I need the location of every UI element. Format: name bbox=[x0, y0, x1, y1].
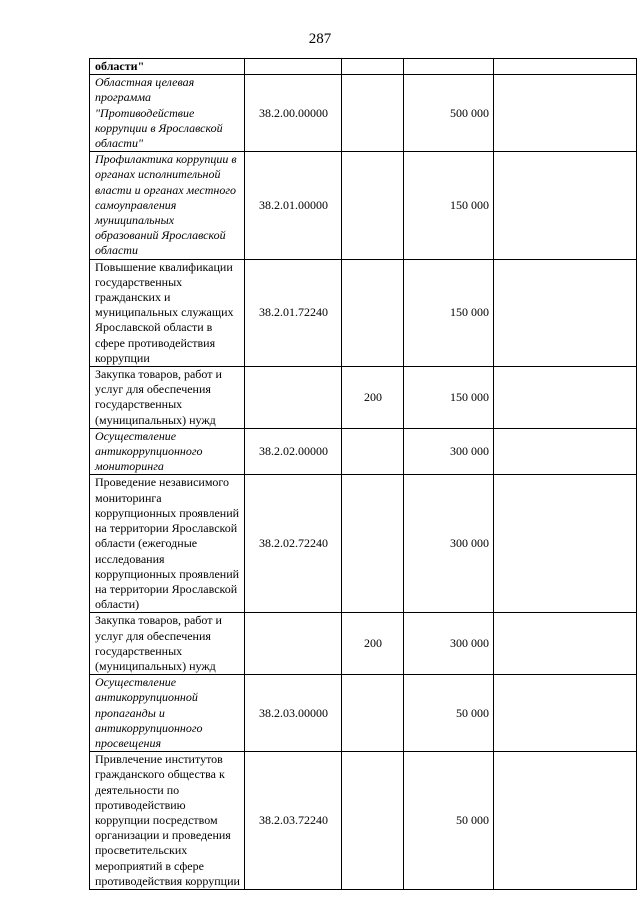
table-row bbox=[90, 152, 637, 259]
row-empty-cell bbox=[494, 428, 637, 475]
row-expense-type: 200 bbox=[342, 613, 404, 675]
row-name: Профилактика коррупции в органах исполнительной власти и органах местного самоуправления муниципальных образований Ярославской области bbox=[90, 152, 245, 259]
table-row bbox=[90, 428, 637, 475]
row-empty-cell bbox=[494, 259, 637, 366]
row-code: 38.2.01.00000 bbox=[245, 152, 342, 259]
row-empty-cell bbox=[494, 675, 637, 752]
row-code: 38.2.02.72240 bbox=[245, 475, 342, 613]
table-row bbox=[90, 259, 637, 366]
row-amount bbox=[404, 59, 494, 75]
table-row bbox=[90, 752, 637, 890]
row-amount: 150 000 bbox=[404, 259, 494, 366]
row-amount: 300 000 bbox=[404, 428, 494, 475]
row-empty-cell bbox=[494, 152, 637, 259]
table-row bbox=[90, 367, 637, 429]
row-expense-type bbox=[342, 75, 404, 152]
page-number: 287 bbox=[308, 31, 332, 47]
table-row bbox=[90, 613, 637, 675]
row-amount: 300 000 bbox=[404, 475, 494, 613]
row-code: 38.2.00.00000 bbox=[245, 75, 342, 152]
row-code bbox=[245, 613, 342, 675]
row-empty-cell bbox=[494, 475, 637, 613]
row-code bbox=[245, 367, 342, 429]
row-name: Областная целевая программа "Противодействие коррупции в Ярославской области" bbox=[90, 75, 245, 152]
row-name: Закупка товаров, работ и услуг для обеспечения государственных (муниципальных) нужд bbox=[90, 613, 245, 675]
row-name: области" bbox=[90, 59, 245, 75]
row-amount: 150 000 bbox=[404, 367, 494, 429]
row-name: Закупка товаров, работ и услуг для обеспечения государственных (муниципальных) нужд bbox=[90, 367, 245, 429]
row-amount: 300 000 bbox=[404, 613, 494, 675]
row-amount: 50 000 bbox=[404, 752, 494, 890]
row-name: Повышение квалификации государственных гражданских и муниципальных служащих Ярославской области в сфере противодействия коррупции bbox=[90, 259, 245, 366]
row-amount: 50 000 bbox=[404, 675, 494, 752]
row-expense-type bbox=[342, 152, 404, 259]
row-expense-type bbox=[342, 428, 404, 475]
table-row bbox=[90, 475, 637, 613]
row-empty-cell bbox=[494, 752, 637, 890]
row-name: Привлечение институтов гражданского общества к деятельности по противодействию коррупции посредством организации и проведения просветительских мероприятий в сфере противодействия коррупции bbox=[90, 752, 245, 890]
row-expense-type bbox=[342, 752, 404, 890]
row-expense-type bbox=[342, 675, 404, 752]
row-empty-cell bbox=[494, 75, 637, 152]
row-code: 38.2.02.00000 bbox=[245, 428, 342, 475]
row-expense-type: 200 bbox=[342, 367, 404, 429]
row-amount: 500 000 bbox=[404, 75, 494, 152]
row-empty-cell bbox=[494, 367, 637, 429]
row-expense-type bbox=[342, 59, 404, 75]
row-empty-cell bbox=[494, 613, 637, 675]
table-row bbox=[90, 59, 637, 75]
row-amount: 150 000 bbox=[404, 152, 494, 259]
row-code: 38.2.03.00000 bbox=[245, 675, 342, 752]
row-expense-type bbox=[342, 475, 404, 613]
budget-table bbox=[89, 58, 637, 890]
row-code: 38.2.03.72240 bbox=[245, 752, 342, 890]
row-expense-type bbox=[342, 259, 404, 366]
row-name: Осуществление антикоррупционного мониторинга bbox=[90, 428, 245, 475]
row-empty-cell bbox=[494, 59, 637, 75]
table-row bbox=[90, 75, 637, 152]
row-code bbox=[245, 59, 342, 75]
row-name: Проведение независимого мониторинга коррупционных проявлений на территории Ярославской области (ежегодные исследования коррупционных проявлений на территории Ярославской области) bbox=[90, 475, 245, 613]
row-name: Осуществление антикоррупционной пропаганды и антикоррупционного просвещения bbox=[90, 675, 245, 752]
row-code: 38.2.01.72240 bbox=[245, 259, 342, 366]
table-row bbox=[90, 675, 637, 752]
